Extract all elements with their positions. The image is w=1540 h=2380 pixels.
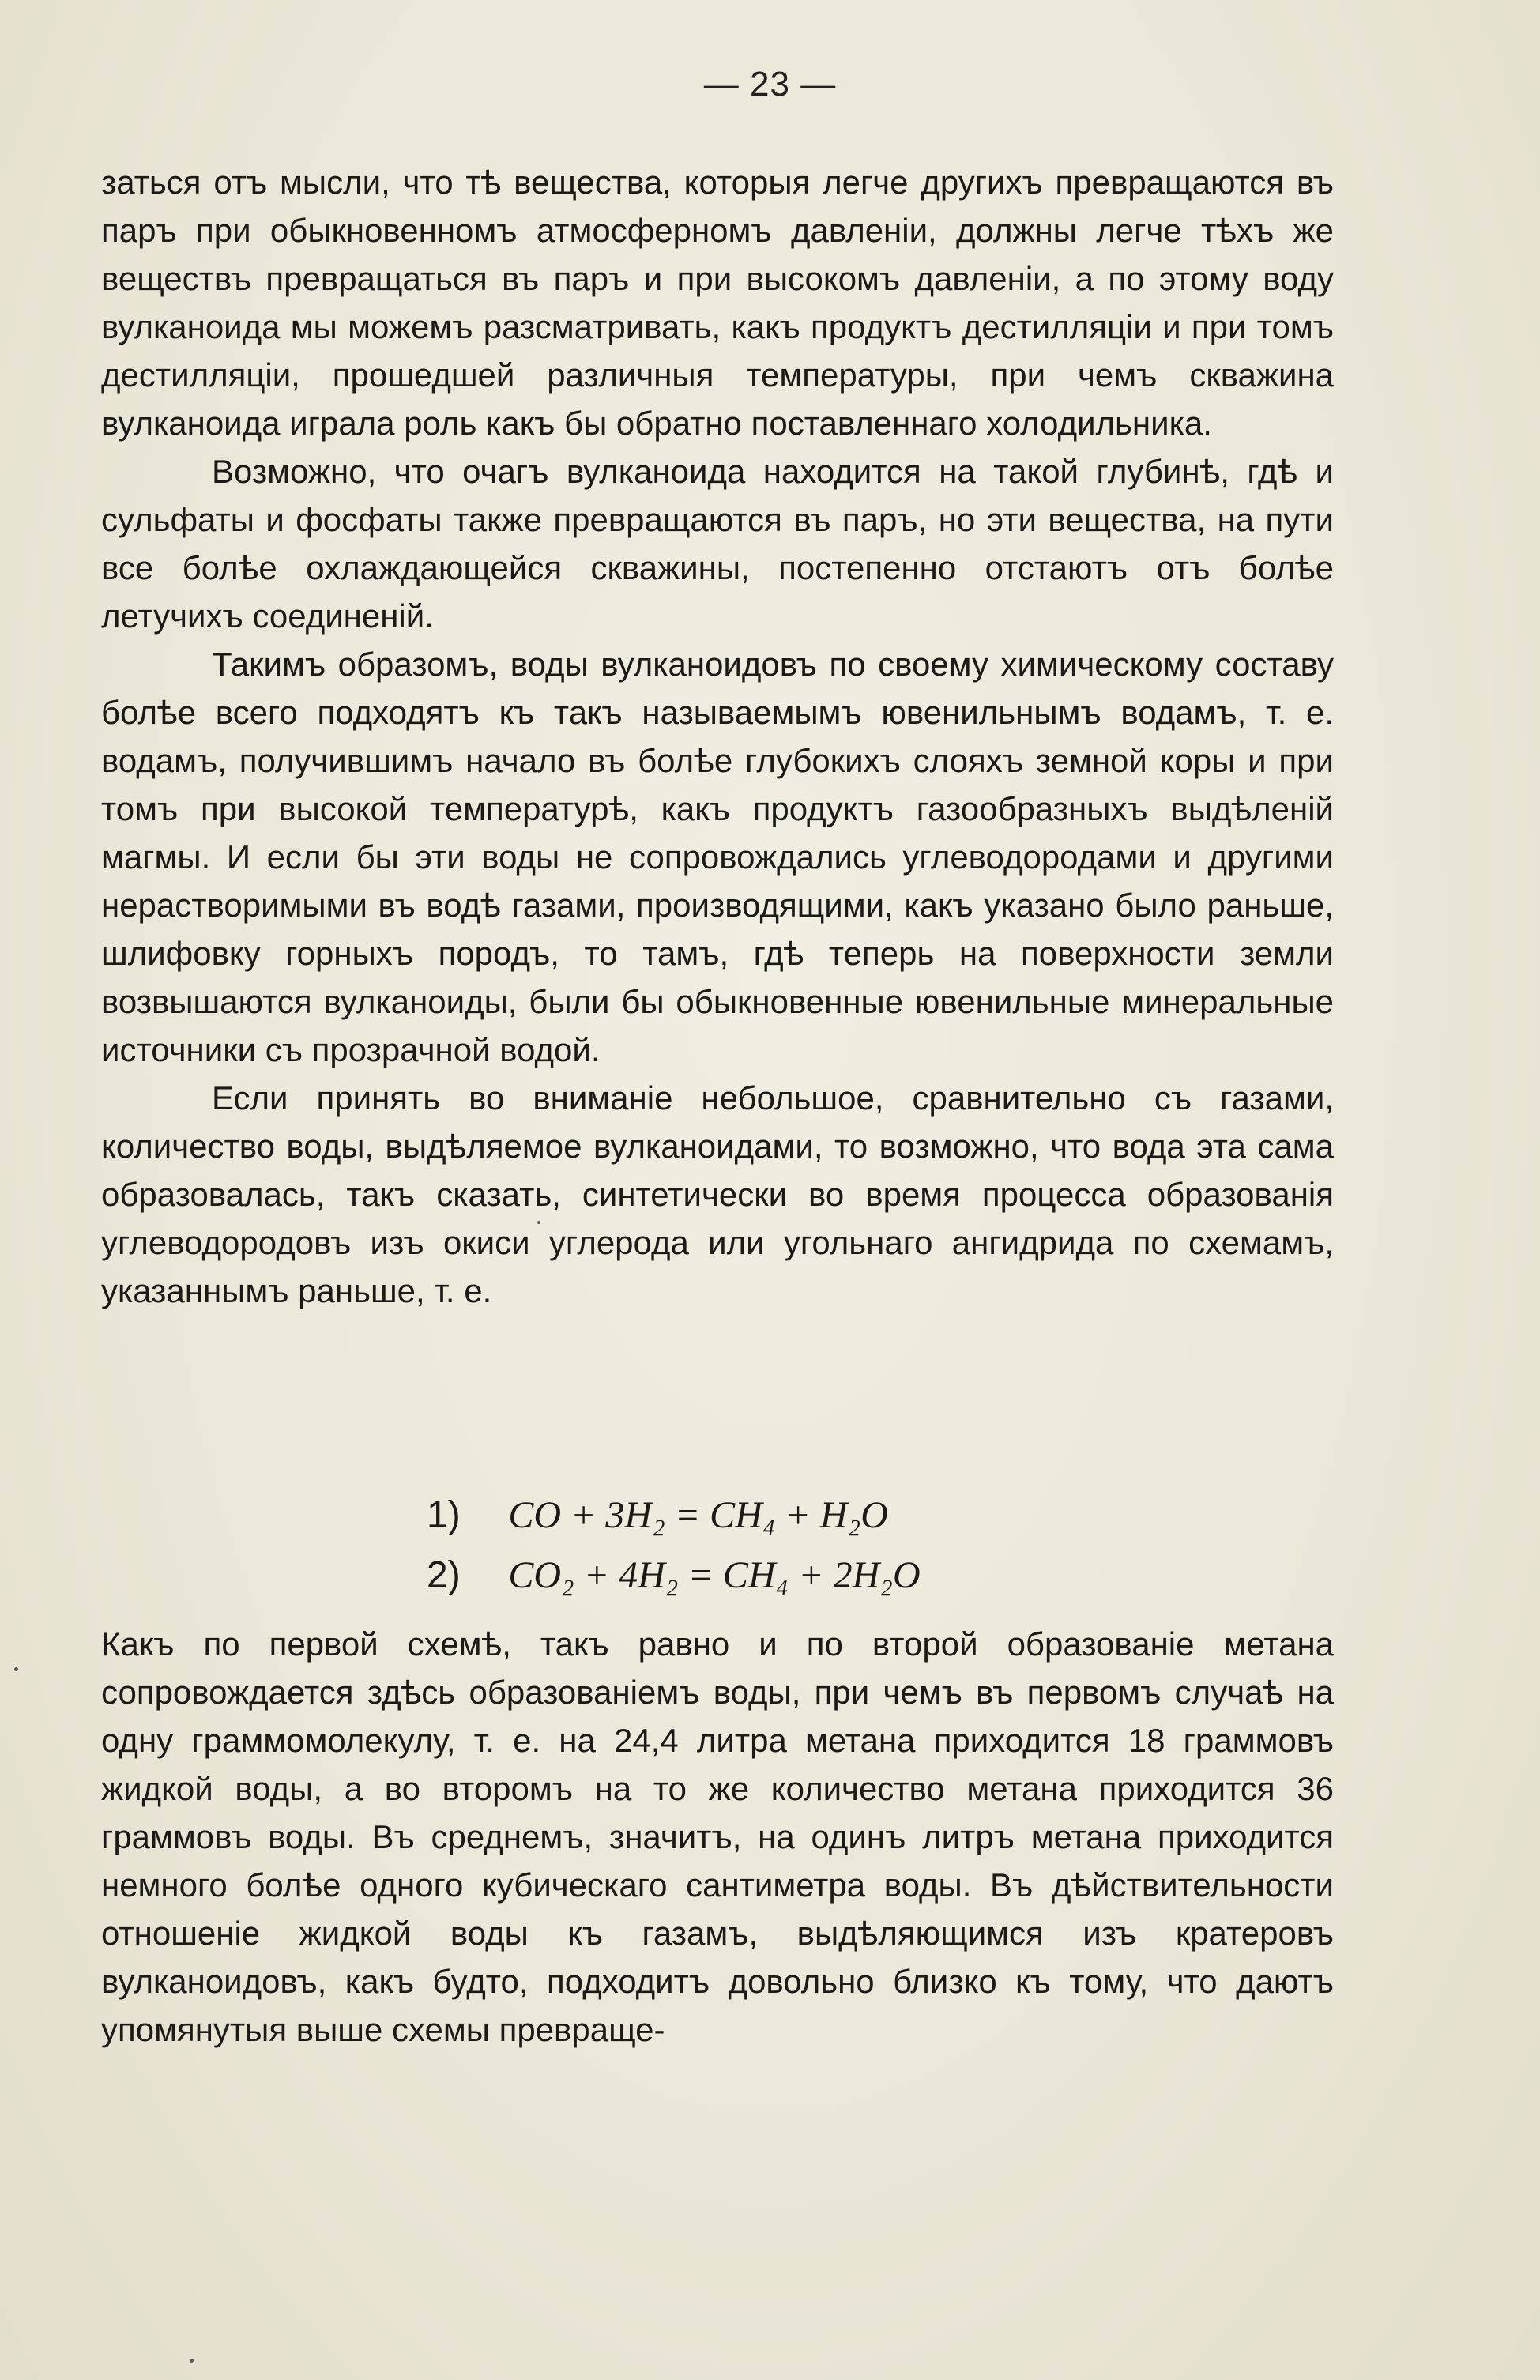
- paragraph-1: заться отъ мысли, что тѣ вещества, которыя легче другихъ превращаются въ паръ при обыкновенномъ атмосферномъ давленіи, должны легче тѣхъ же веществъ превращаться въ паръ и при высокомъ давленіи, а по этому воду вулканоида мы можемъ разсматривать, какъ продуктъ дестилляціи и при томъ дестилляціи, прошедшей различныя температуры, при чемъ скважина вулканоида играла роль какъ бы обратно поставленнаго холодильника.: [101, 164, 1334, 442]
- paper-speck: [14, 1667, 18, 1671]
- page-number: — 23 —: [703, 65, 837, 104]
- equation-number: 2): [427, 1554, 461, 1596]
- text-block-bottom: [101, 1620, 1334, 2054]
- equation-1: [427, 1486, 1138, 1546]
- equation-number: 1): [427, 1494, 461, 1536]
- paper-speck: [190, 2359, 194, 2363]
- paragraph-2: Возможно, что очагъ вулканоида находится на такой глубинѣ, гдѣ и сульфаты и фосфаты также превращаются въ паръ, но эти вещества, на пути все болѣе охлаждающейся скважины, постепенно отстаютъ отъ болѣе летучихъ соединеній.: [101, 453, 1334, 635]
- equation-formula: CO + 3H₂ = CH₄ + H₂O: [508, 1494, 888, 1536]
- equations-block: [427, 1486, 1138, 1606]
- paragraph-4: Если принять во вниманіе небольшое, сравнительно съ газами, количество воды, выдѣляемое вулканоидами, то возможно, что вода эта сама образовалась, такъ сказать, синтетически во время процесса образованія углеводородовъ изъ окиси углерода или угольнаго ангидрида по схемамъ, указаннымъ раньше, т. е.: [101, 1079, 1334, 1309]
- paragraph-5: Какъ по первой схемѣ, такъ равно и по второй образованіе метана сопровождается здѣсь образованіемъ воды, при чемъ въ первомъ случаѣ на одну граммомолекулу, т. е. на 24,4 литра метана приходится 18 граммовъ жидкой воды, а во второмъ на то же количество метана приходится 36 граммовъ воды. Въ среднемъ, значитъ, на одинъ литръ метана приходится немного болѣе одного кубическаго сантиметра воды. Въ дѣйствительности отношеніе жидкой воды къ газамъ, выдѣляющимся изъ кратеровъ вулканоидовъ, какъ будто, подходитъ довольно близко къ тому, что даютъ упомянутыя выше схемы превраще-: [101, 1625, 1334, 2048]
- paragraph-3: Такимъ образомъ, воды вулканоидовъ по своему химическому составу болѣе всего подходятъ къ такъ называемымъ ювенильнымъ водамъ, т. е. водамъ, получившимъ начало въ болѣе глубокихъ слояхъ земной коры и при томъ при высокой температурѣ, какъ продуктъ газообразныхъ выдѣленій магмы. И если бы эти воды не сопровождались углеводородами и другими нерастворимыми въ водѣ газами, производящими, какъ указано было раньше, шлифовку горныхъ породъ, то тамъ, гдѣ теперь на поверхности земли возвышаются вулканоиды, были бы обыкновенные ювенильные минеральные источники съ прозрачной водой.: [101, 646, 1334, 1068]
- equation-2: [427, 1546, 1138, 1606]
- equation-formula: CO₂ + 4H₂ = CH₄ + 2H₂O: [508, 1554, 921, 1596]
- text-block-top: [101, 158, 1334, 1315]
- paper-speck: [537, 1221, 540, 1224]
